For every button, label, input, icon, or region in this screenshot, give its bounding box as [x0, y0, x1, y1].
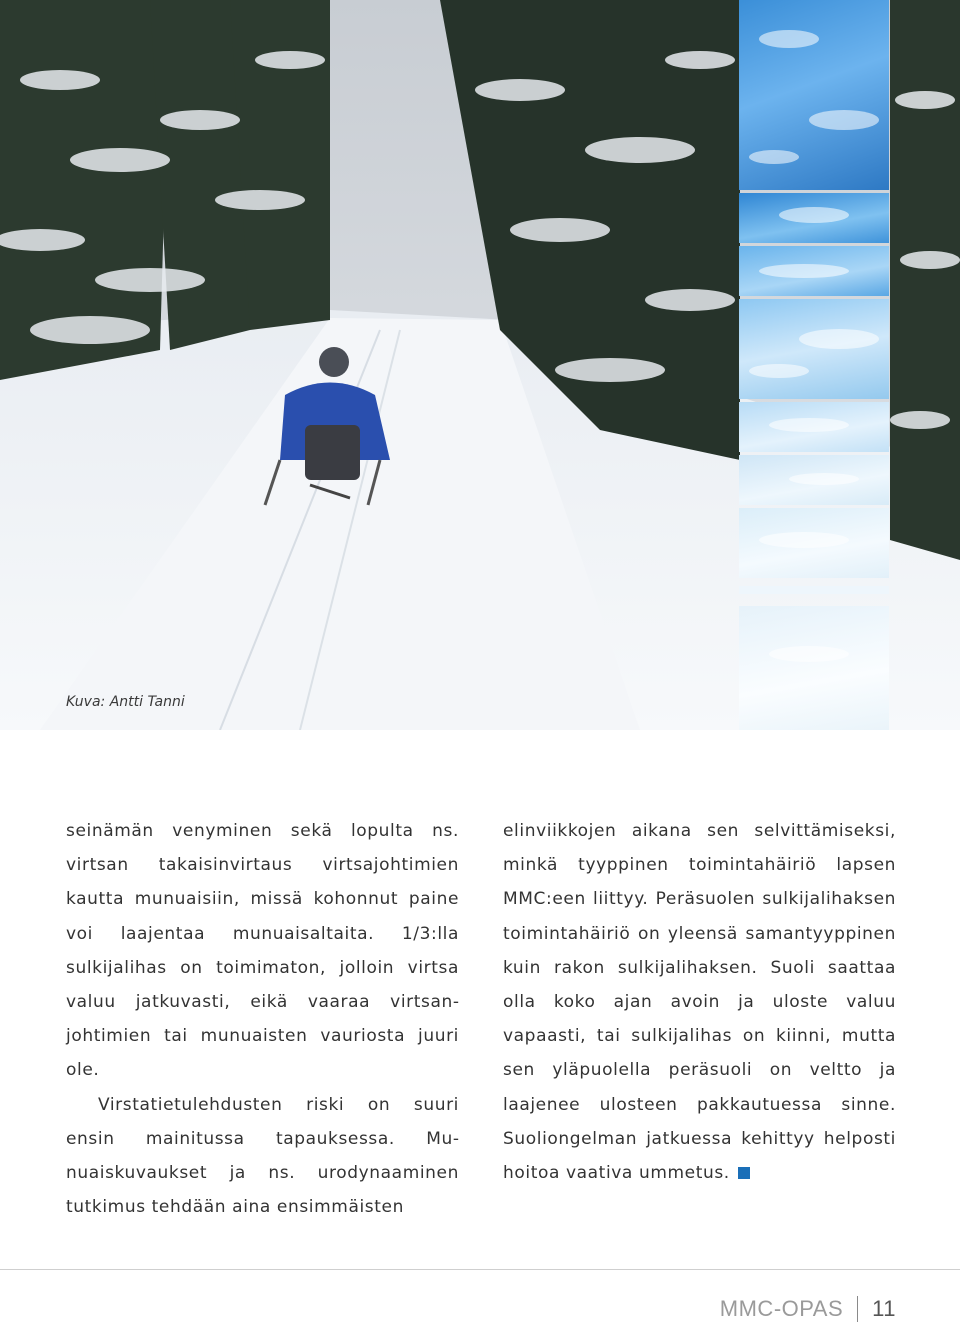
paragraph: Virstatietulehdusten riski on suuri ensin mainitussa tapauksessa. Munuaiskuvaukset ja ns. urodynaaminen tutkimus tehdään aina ensimmäisten — [66, 1094, 459, 1218]
decorative-tile — [739, 606, 889, 730]
text-column-right — [503, 814, 896, 1190]
decorative-tile — [739, 193, 889, 243]
decorative-tile — [739, 402, 889, 452]
end-of-article-square-icon — [738, 1167, 750, 1179]
decorative-tile — [739, 299, 889, 399]
decorative-tile — [739, 246, 889, 296]
decorative-tile — [739, 455, 889, 505]
photo-caption: Kuva: Antti Tanni — [66, 694, 185, 710]
paragraph-text: elinviikkojen aikana sen selvittämiseksi, minkä tyyppinen toimintahäiriö lapsen MMC:een liittyy. Peräsuolen sulkijalihaksen toimintahäiriö on yleensä samantyyppinen kuin rakon sulkijalihaksen. Suoli saattaa olla koko ajan avoin ja uloste valuu vapaasti, tai sulkijalihas on kiinni, mutta sen yläpuolella peräsuoli on veltto ja laajenee ulosteen pakkautuessa sinne. Suoliongelman jatkuessa kehittyy helposti hoitoa vaativa ummetus. — [503, 821, 896, 1184]
decorative-tile — [739, 508, 889, 578]
text-column-left — [66, 814, 459, 1224]
decorative-tile — [739, 0, 889, 190]
publication-title: MMC-OPAS — [719, 1296, 844, 1321]
paragraph — [503, 814, 896, 1190]
page-footer — [720, 1296, 896, 1322]
page-number: 11 — [872, 1296, 896, 1321]
decorative-tile-strip — [739, 0, 889, 730]
footer-separator — [857, 1296, 858, 1322]
decorative-tile — [739, 586, 889, 594]
footer-divider — [0, 1269, 960, 1270]
paragraph: seinämän venyminen sekä lopulta ns. virtsan takaisinvirtaus virtsajohtimien kautta munuaisiin, missä kohonnut paine voi laajentaa munuaisaltaita. 1/3:lla sulkijalihas on toimimaton, jolloin virtsa valuu jatkuvasti, eikä vaaraa virtsanjohtimien tai munuaisten vauriosta juuri ole. — [66, 821, 459, 1081]
